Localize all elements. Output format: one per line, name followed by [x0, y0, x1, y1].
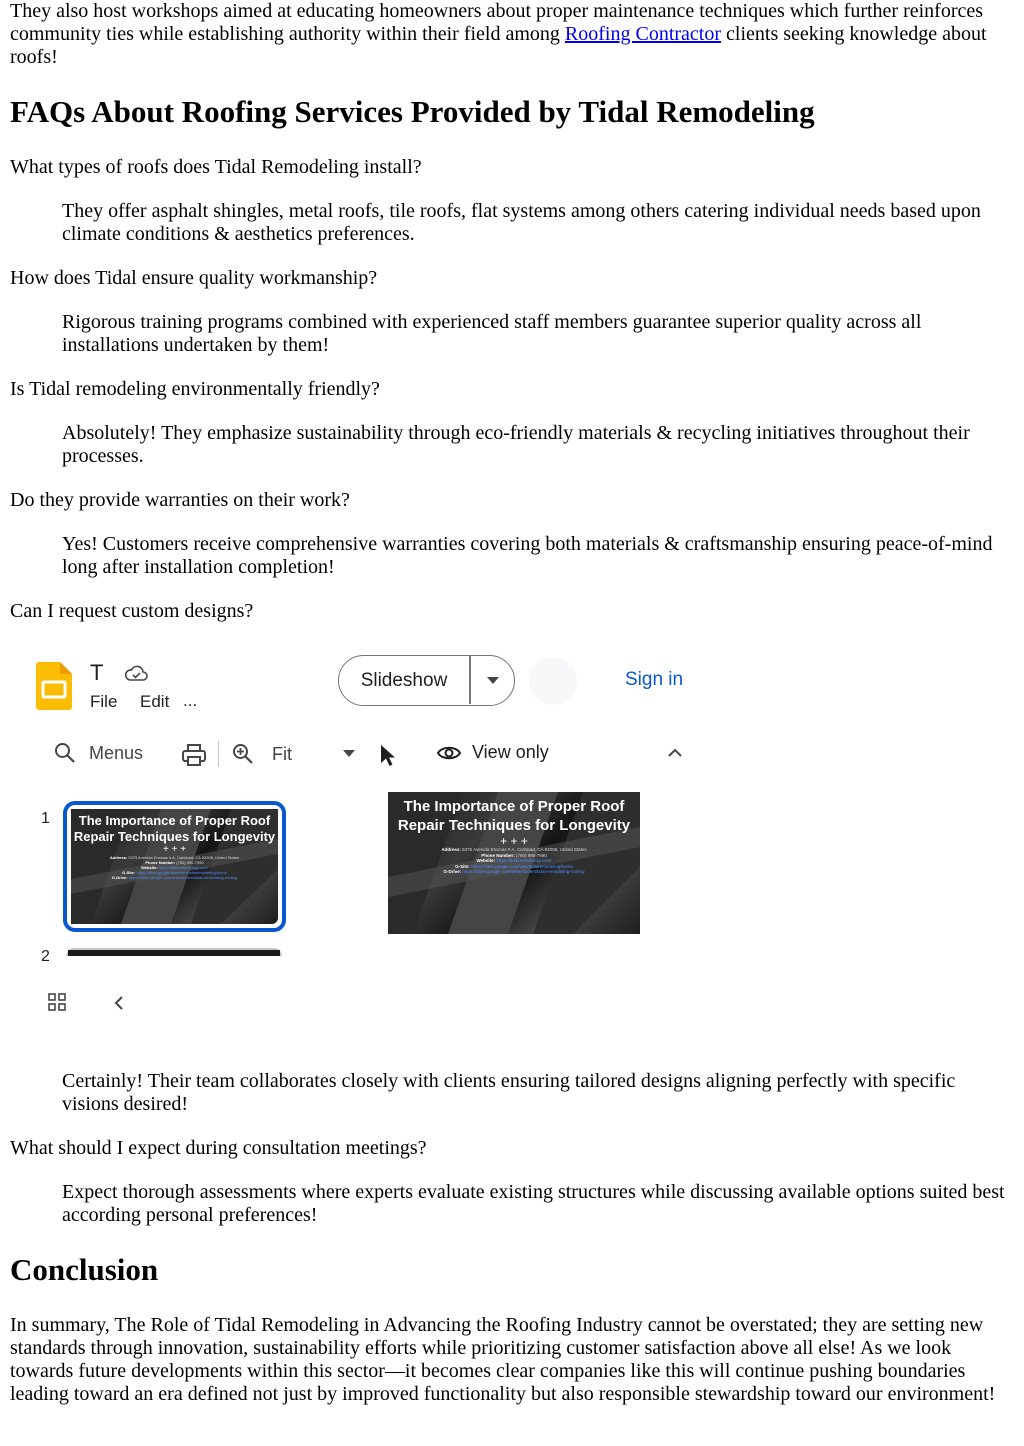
conclusion-paragraph: In summary, The Role of Tidal Remodeling in Advancing the Roofing Industry cannot be overstated; they are setting new standards through innovation, sustainability efforts while prioritizing customer satisfaction above all else! As we look towards future developments within this sector—it becomes clear companies like this will continue pushing boundaries leading toward an era defined not just by improved functionality but also responsible stewardship toward our environment! — [10, 1314, 996, 1405]
phone-value: (760) 990-7990 — [176, 860, 204, 865]
slide-number: 1 — [41, 810, 50, 827]
select-cursor-icon[interactable] — [379, 744, 397, 768]
faq-answer: Certainly! Their team collaborates closely with clients ensuring tailored designs aligning perfectly with specific visions desired! — [62, 1070, 956, 1115]
faq-answer: Rigorous training programs combined with experienced staff members guarantee superior quality across all installations undertaken by them! — [62, 311, 922, 356]
faq-question: How does Tidal ensure quality workmanship? — [10, 267, 378, 289]
faq-answer: Expect thorough assessments where experts evaluate existing structures while discussing available options suited best according personal preferences! — [62, 1181, 1005, 1226]
sign-in-link[interactable]: Sign in — [625, 669, 684, 690]
slideshow-button-group — [338, 655, 515, 706]
address-value: 5375 Avenida Encinas # A, Carlsbad, CA 92008, United States — [128, 855, 240, 860]
gsite-label: G-Site: — [122, 870, 136, 875]
faq-answer: They offer asphalt shingles, metal roofs, tile roofs, flat systems among others catering individual needs based upon climate conditions & aesthetics preferences. — [62, 200, 981, 245]
slide-title: The Importance of Proper Roof Repair Techniques for Longevity — [73, 813, 276, 844]
website-value: https://tidalremodeling.com/ — [158, 865, 208, 870]
slide-preview — [388, 792, 640, 934]
slide-number: 2 — [41, 948, 50, 965]
intro-text: They also host workshops aimed at educating homeowners about proper maintenance techniques which further reinforces community ties while establishing authority within their field among — [10, 0, 984, 45]
slides-logo-icon[interactable] — [36, 662, 72, 710]
phone-value: (760) 990-7990 — [516, 852, 547, 858]
website-label: Website: — [476, 858, 496, 863]
main-slide-canvas[interactable] — [388, 792, 640, 934]
faq-question: Is Tidal remodeling environmentally friendly? — [10, 378, 380, 400]
gdrive-label: G-Drive: — [111, 875, 128, 880]
address-value: 5375 Avenida Encinas # A, Carlsbad, CA 92008, United States — [462, 847, 587, 852]
menus-search-label[interactable]: Menus — [89, 743, 144, 763]
sparkle-icon: + + + — [162, 844, 187, 855]
gsite-value: https://sites.google.com/view/tidalremodeling/home — [136, 870, 227, 875]
chevron-up-icon[interactable] — [667, 747, 683, 757]
faq-answer: Absolutely! They emphasize sustainability through eco-friendly materials & recycling initiatives throughout their processes. — [62, 422, 970, 467]
slides-embed — [10, 642, 700, 1034]
cloud-saved-icon — [124, 664, 148, 682]
eye-icon — [437, 744, 461, 762]
menu-file[interactable]: File — [90, 692, 118, 711]
faq-question: What types of roofs does Tidal Remodeling install? — [10, 156, 422, 178]
gdrive-value: https://drive.google.com/drive/folders/tidal-remodeling-roofing — [462, 869, 585, 874]
address-label: Address: — [441, 847, 461, 852]
toolbar-separator — [218, 741, 219, 767]
intro-text-end: clients seeking knowledge about roofs! — [10, 23, 987, 68]
print-icon[interactable] — [182, 744, 206, 766]
slide-thumbnail-2[interactable] — [66, 948, 282, 956]
phone-label: Phone Number: — [145, 860, 176, 865]
conclusion-heading: Conclusion — [10, 1252, 159, 1287]
faq-question: Do they provide warranties on their work? — [10, 489, 350, 511]
gdrive-value: https://drive.google.com/drive/folders/tidal-remodeling-roofing — [128, 875, 238, 880]
website-value: https://tidalremodeling.com/ — [496, 858, 552, 863]
faq-heading: FAQs About Roofing Services Provided by Tidal Remodeling — [10, 94, 815, 129]
view-only-mode[interactable]: View only — [472, 742, 549, 762]
faq-answer: Yes! Customers receive comprehensive warranties covering both materials & craftsmanship ensuring peace-of-mind long after installation completion! — [62, 533, 993, 578]
caret-down-icon — [487, 677, 499, 684]
search-icon[interactable] — [54, 742, 76, 764]
menu-more[interactable]: ... — [183, 691, 198, 710]
slide-contact-info — [388, 847, 640, 875]
website-label: Website: — [141, 865, 158, 870]
slide-contact-info — [71, 855, 278, 880]
slide-thumbnail-1[interactable] — [63, 801, 286, 932]
zoom-fit-label[interactable]: Fit — [272, 744, 292, 764]
slideshow-button[interactable]: Slideshow — [360, 669, 448, 691]
gsite-label: G-Site: — [455, 863, 470, 869]
intro-paragraph — [10, 0, 1014, 69]
menu-edit[interactable]: Edit — [140, 692, 170, 711]
phone-label: Phone Number: — [481, 852, 515, 858]
ghost-button[interactable] — [529, 657, 577, 705]
slide-title: The Importance of Proper Roof Repair Techniques for Longevity — [397, 798, 631, 834]
slideshow-dropdown[interactable] — [470, 656, 515, 704]
gsite-value: https://sites.google.com/view/tidalremodeling/home — [471, 863, 573, 869]
address-label: Address: — [109, 855, 128, 860]
grid-view-icon[interactable] — [48, 993, 66, 1011]
zoom-in-icon[interactable] — [232, 743, 254, 765]
roofing-contractor-link[interactable]: Roofing Contractor — [564, 23, 722, 45]
chevron-left-icon[interactable] — [114, 995, 124, 1011]
slide-preview — [71, 809, 278, 924]
sparkle-icon: + + + — [500, 834, 528, 848]
faq-question: Can I request custom designs? — [10, 600, 254, 622]
faq-question: What should I expect during consultation meetings? — [10, 1137, 427, 1159]
gdrive-label: G-Drive: — [443, 869, 462, 874]
zoom-dropdown-icon[interactable] — [343, 750, 355, 758]
doc-title[interactable]: T — [90, 660, 104, 685]
